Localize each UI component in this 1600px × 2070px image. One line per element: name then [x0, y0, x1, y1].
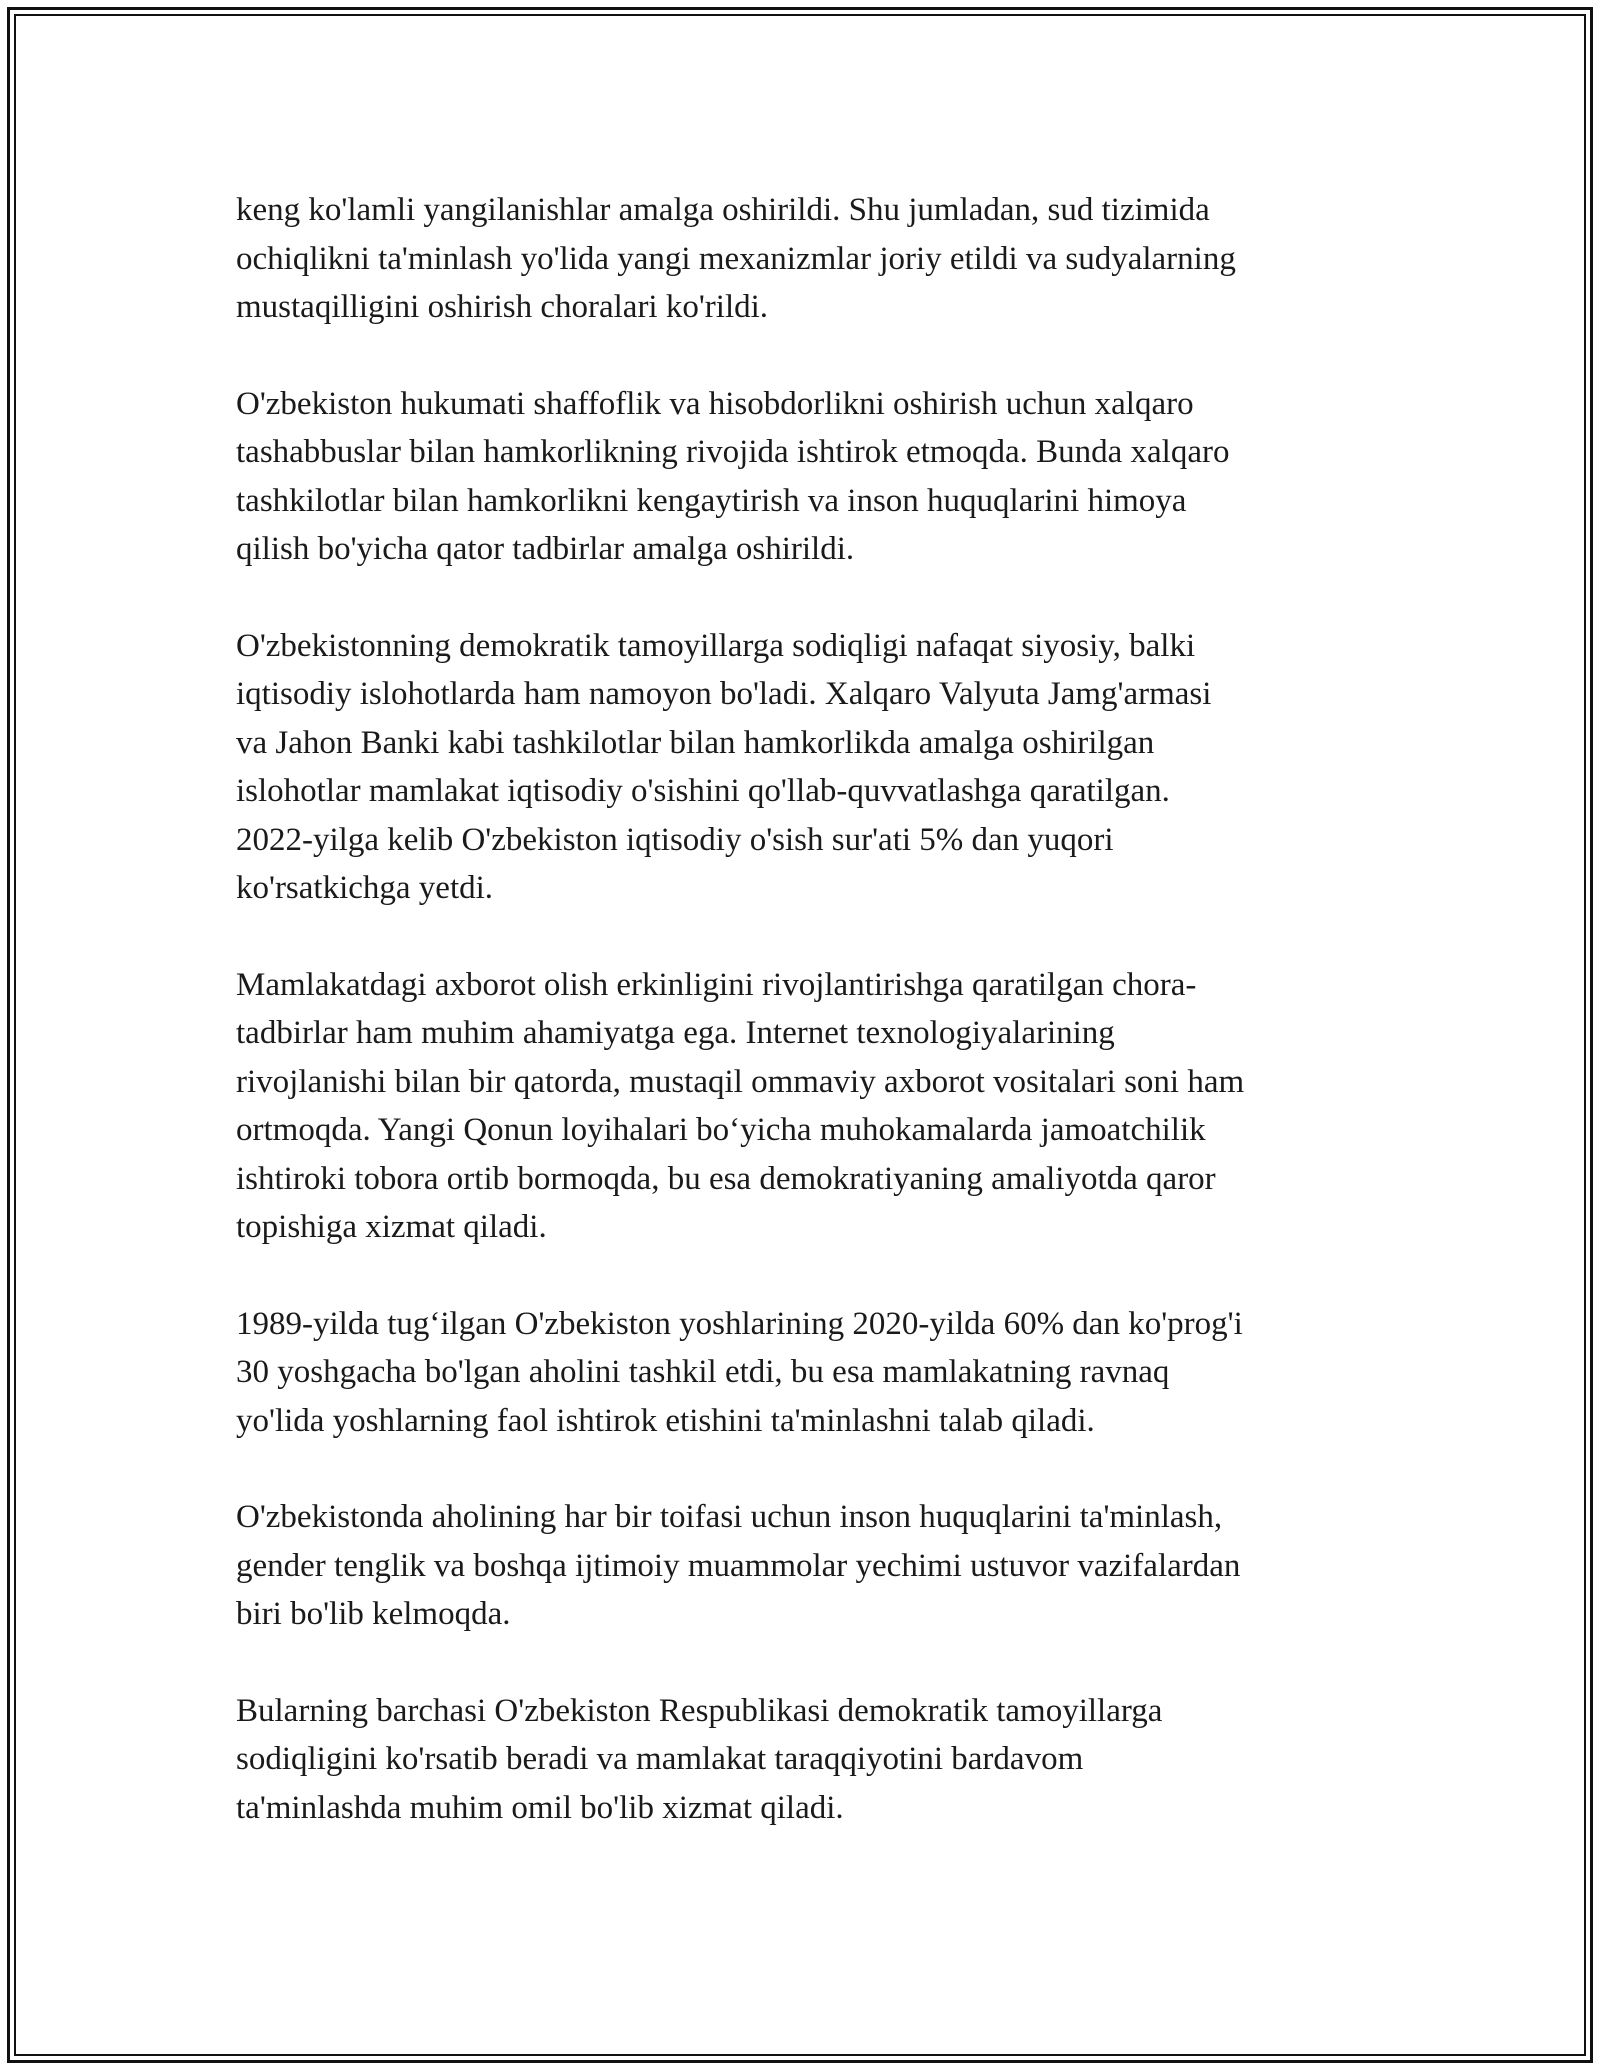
text-line: islohotlar mamlakat iqtisodiy o'sishini qo'llab-quvvatlashga qaratilgan. — [236, 773, 1170, 809]
text-line: 2022-yilga kelib O'zbekiston iqtisodiy o'sish sur'ati 5% dan yuqori — [236, 821, 1114, 858]
paragraph-4 — [236, 961, 1376, 1252]
text-line: tashkilotlar bilan hamkorlikni kengaytirish va inson huquqlarini himoya — [236, 482, 1187, 519]
text-line: 30 yoshgacha bo'lgan aholini tashkil etdi, bu esa mamlakatning ravnaq — [236, 1354, 1170, 1390]
paragraph-1 — [236, 186, 1376, 332]
text-line: sodiqligini ko'rsatib beradi va mamlakat taraqqiyotini bardavom — [236, 1741, 1084, 1777]
paragraph-2 — [236, 380, 1376, 574]
paragraph-3 — [236, 622, 1376, 913]
text-line: ko'rsatkichga yetdi. — [236, 870, 494, 906]
text-line: rivojlanishi bilan bir qatorda, mustaqil ommaviy axborot vositalari soni ham — [236, 1063, 1245, 1100]
text-line: O'zbekistonda aholining har bir toifasi uchun inson huquqlarini ta'minlash, — [236, 1499, 1223, 1535]
text-line: Mamlakatdagi axborot olish erkinligini rivojlantirishga qaratilgan chora- — [236, 966, 1197, 1003]
text-line: keng ko'lamli yangilanishlar amalga oshirildi. Shu jumladan, sud tizimida — [236, 192, 1210, 228]
text-line: O'zbekistonning demokratik tamoyillarga sodiqligi nafaqat siyosiy, balki — [236, 627, 1196, 664]
paragraph-5 — [236, 1300, 1376, 1446]
text-line: topishiga xizmat qiladi. — [236, 1209, 547, 1245]
text-line: tashabbuslar bilan hamkorlikning rivojida ishtirok etmoqda. Bunda xalqaro — [236, 434, 1230, 470]
text-line: gender tenglik va boshqa ijtimoiy muammolar yechimi ustuvor vazifalardan — [236, 1547, 1241, 1584]
paragraph-6 — [236, 1493, 1376, 1639]
text-line: Bularning barchasi O'zbekiston Respublikasi demokratik tamoyillarga — [236, 1692, 1163, 1729]
text-line: tadbirlar ham muhim ahamiyatga ega. Internet texnologiyalarining — [236, 1015, 1115, 1051]
text-line: mustaqilligini oshirish choralari ko'rildi. — [236, 289, 769, 325]
text-line: O'zbekiston hukumati shaffoflik va hisobdorlikni oshirish uchun xalqaro — [236, 385, 1194, 422]
document-body — [236, 186, 1376, 1880]
text-line: 1989-yilda tug‘ilgan O'zbekiston yoshlarining 2020-yilda 60% dan ko'prog'i — [236, 1305, 1243, 1342]
text-line: iqtisodiy islohotlarda ham namoyon bo'ladi. Xalqaro Valyuta Jamg'armasi — [236, 676, 1212, 712]
text-line: qilish bo'yicha qator tadbirlar amalga oshirildi. — [236, 531, 855, 567]
text-line: yo'lida yoshlarning faol ishtirok etishini ta'minlashni talab qiladi. — [236, 1402, 1095, 1439]
text-line: ochiqlikni ta'minlash yo'lida yangi mexanizmlar joriy etildi va sudyalarning — [236, 240, 1236, 277]
text-line: ishtiroki tobora ortib bormoqda, bu esa demokratiyaning amaliyotda qaror — [236, 1160, 1216, 1197]
text-line: biri bo'lib kelmoqda. — [236, 1596, 511, 1632]
text-line: ortmoqda. Yangi Qonun loyihalari bo‘yicha muhokamalarda jamoatchilik — [236, 1112, 1206, 1148]
paragraph-7 — [236, 1687, 1376, 1833]
text-line: ta'minlashda muhim omil bo'lib xizmat qiladi. — [236, 1789, 844, 1826]
text-line: va Jahon Banki kabi tashkilotlar bilan hamkorlikda amalga oshirilgan — [236, 724, 1155, 761]
